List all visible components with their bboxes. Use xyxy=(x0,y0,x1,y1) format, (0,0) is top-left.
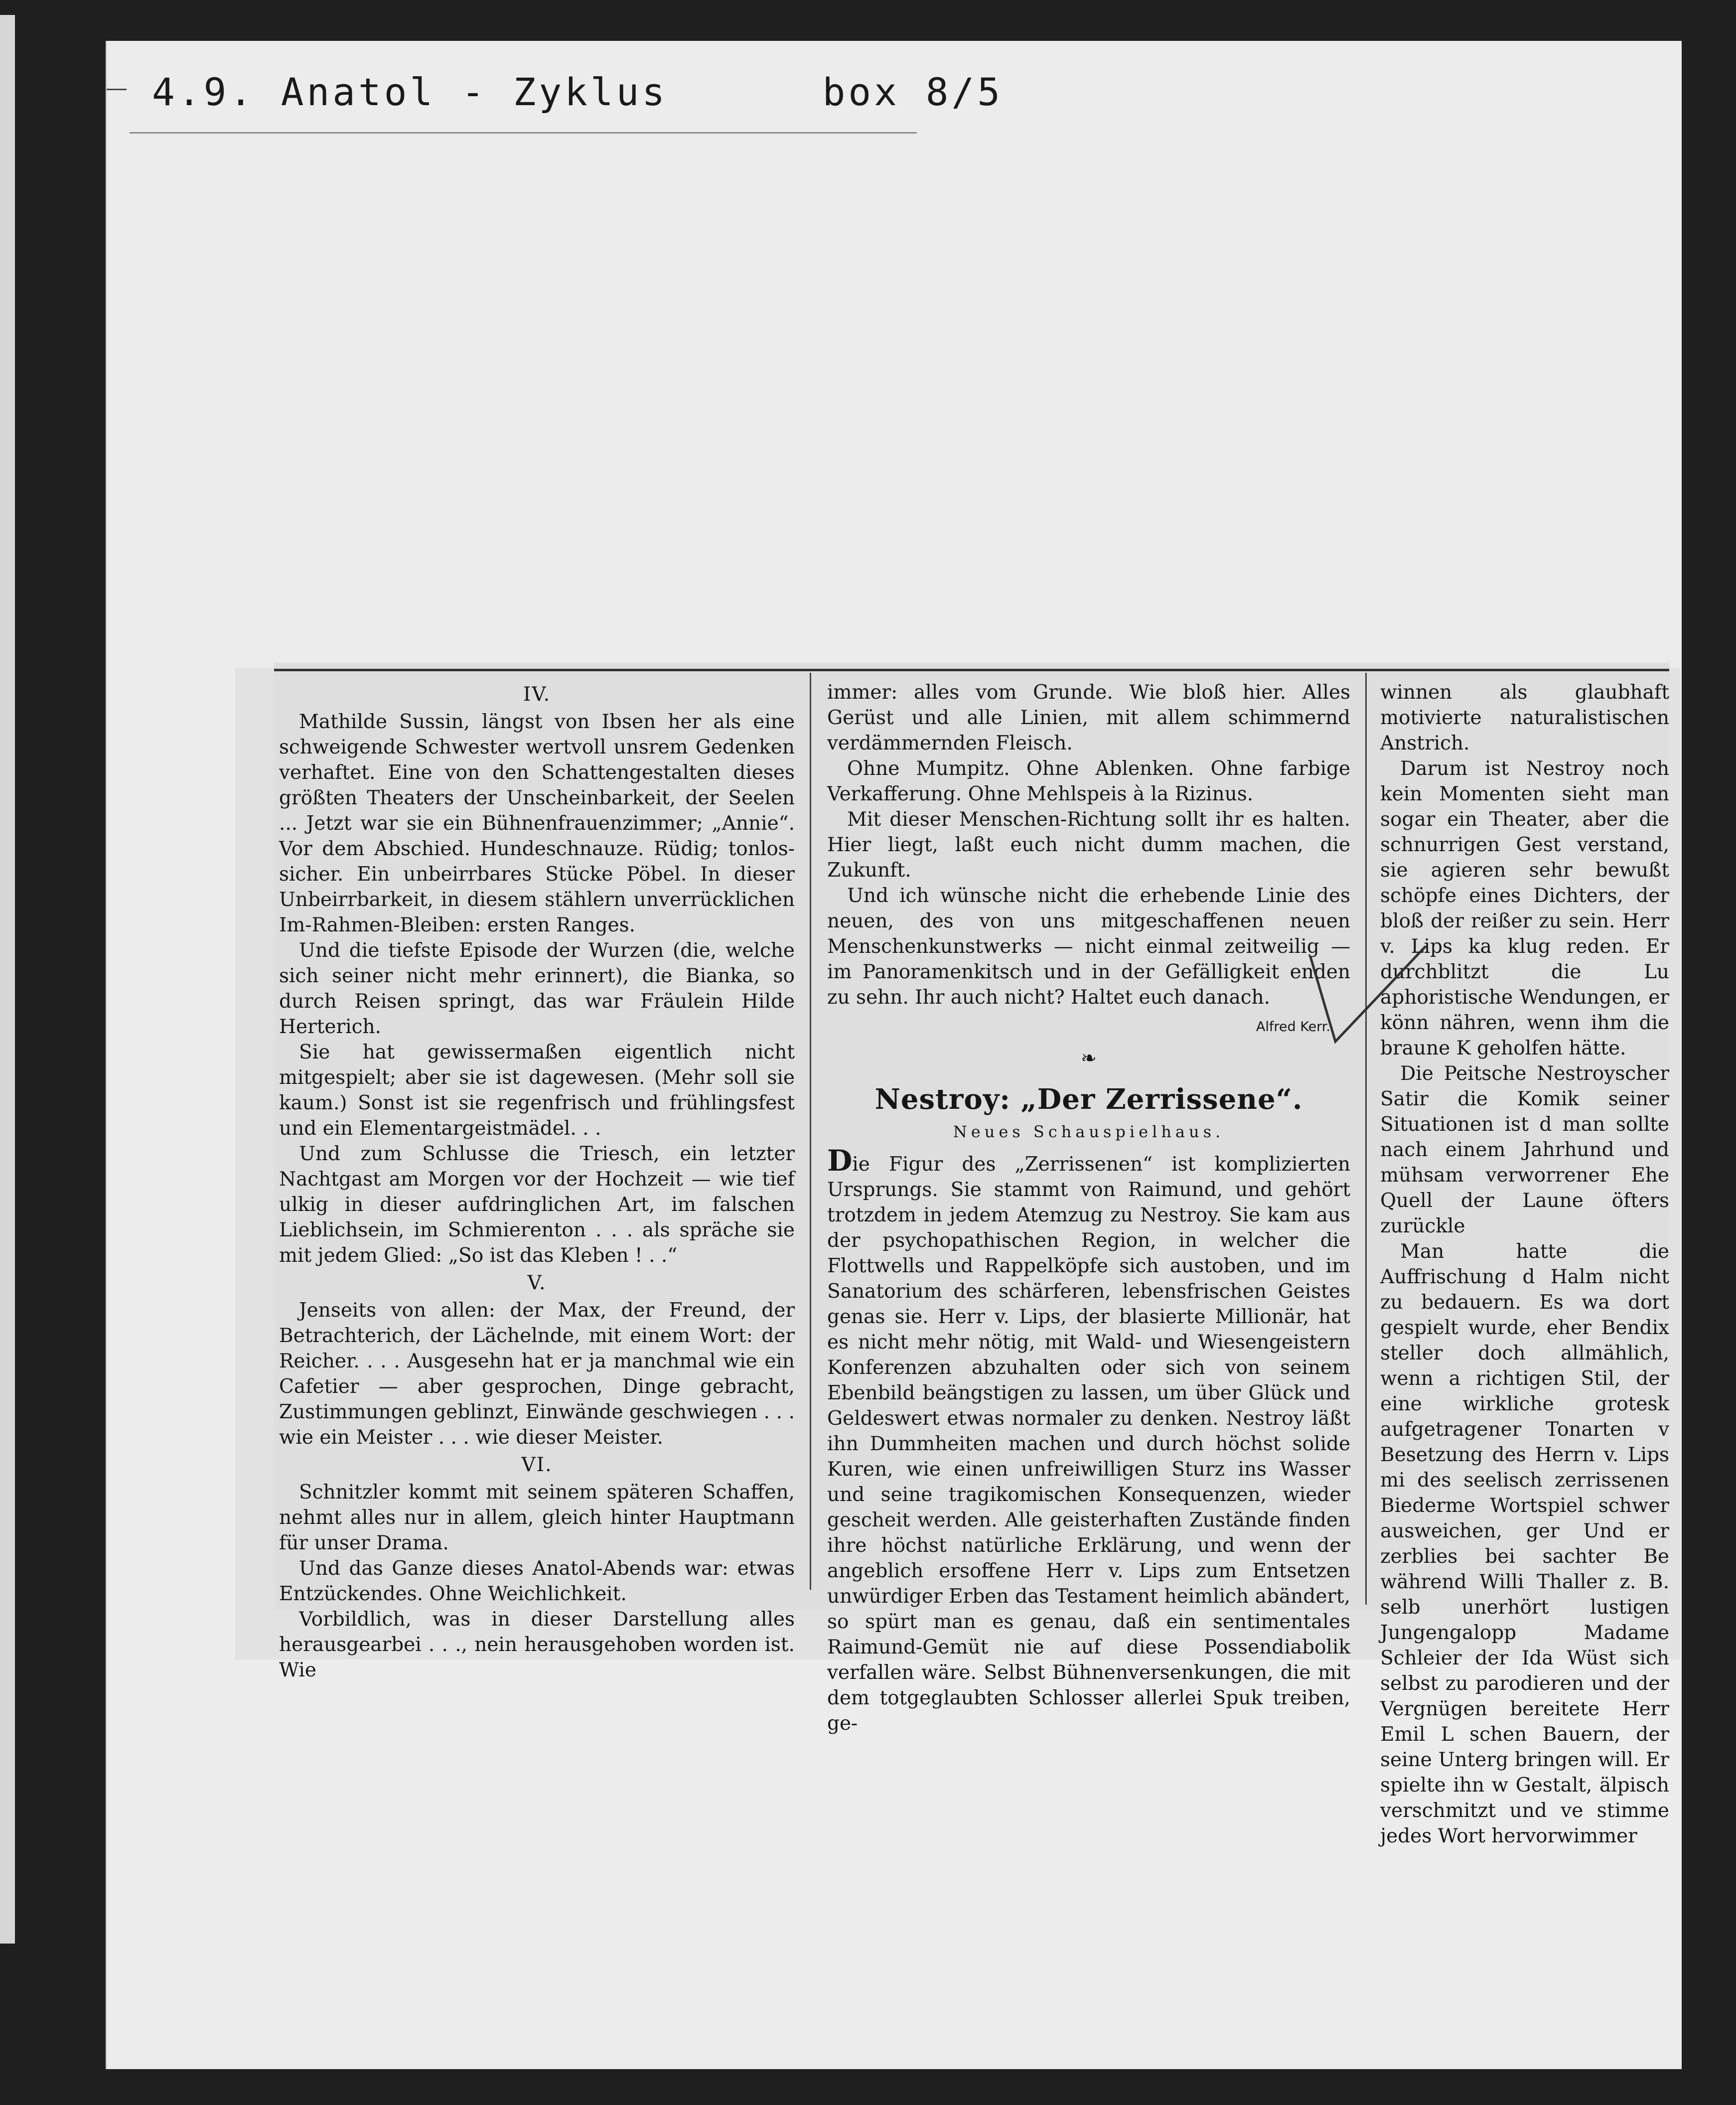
paragraph-text: ie Figur des „Zerrissenen“ ist komplizierten Ursprungs. Sie stammt von Raimund, und gehört trotzdem in jedem Atemzug zu Nestroy. Sie kam aus der psychopathischen Region, in welcher die Flottwells und Rappelköpfe sich austoben, und im Sanatorium des schärferen, lebensfrischen Geistes genas sie. Herr v. Lips, der blasierte Millionär, hat es nicht mehr nötig, mit Wald- und Wiesengeistern Konferenzen abzuhalten oder sich von seinem Ebenbild beängstigen zu lassen, um über Glück und Geldeswert etwas normaler zu denken. Nestroy läßt ihn Dummheiten machen und durch höchst solide Kuren, wie einen unfreiwilligen Sturz ins Wasser und seine tragikomischen Konsequenzen, wieder gescheit werden. Alle geisterhaften Zustände finden ihre höchst natürliche Erklärung, und wenn der angeblich ersoffene Herr v. Lips zum Entsetzen unwürdiger Erben das Testament heimlich abändert, so spürt man es genau, daß ein sentimentales Raimund-Gemüt nie auf diese Possendiabolik verfallen wäre. Selbst Bühnenversenkungen, die mit dem totgeglaubten Schlosser allerlei Spuk treiben, ge- xyxy=(827,1153,1350,1735)
paragraph: Jenseits von allen: der Max, der Freund, der Betrachterich, der Lächelnde, mit einem Wort: der Reicher. . . . Ausgesehn hat er ja manchmal wie ein Cafetier — aber gesprochen, Dinge gebracht, Zustimmungen geblinzt, Einwände geschwiegen . . . wie ein Meister . . . wie dieser Meister. xyxy=(279,1299,795,1449)
folder-label: 4.9. Anatol - Zyklus xyxy=(152,70,668,114)
column-2 xyxy=(827,680,1350,1736)
section-number: IV. xyxy=(523,683,551,706)
header-tick-mark xyxy=(107,89,127,90)
author-signature: Alfred Kerr. xyxy=(1256,1019,1330,1035)
header-rule xyxy=(130,132,917,134)
paragraph: Ohne Mumpitz. Ohne Ablenken. Ohne farbige Verkafferung. Ohne Mehlspeis à la Rizinus. xyxy=(827,757,1350,805)
paragraph: immer: alles vom Grunde. Wie bloß hier. Alles Gerüst und alle Linien, mit allem schimmernd verdämmernden Fleisch. xyxy=(827,681,1350,754)
newspaper-clipping xyxy=(274,663,1669,1847)
paragraph: Vorbildlich, was in dieser Darstellung alles herausgearbei . . ., nein herausgehoben worden ist. Wie xyxy=(279,1608,795,1681)
paragraph: Und zum Schlusse die Triesch, ein letzter Nachtgast am Morgen vor der Hochzeit — wie tief ulkig in dieser aufdringlichen Art, im falschen Lieblichsein, im Schmierenton . . . als spräche sie mit jedem Glied: „So ist das Kleben ! . .“ xyxy=(279,1143,795,1267)
paragraph: winnen als glaubhaft motivierte naturalistischen Anstrich. xyxy=(1380,681,1669,754)
archive-header xyxy=(152,70,1003,114)
pencil-mark xyxy=(1301,942,1430,1052)
column-rule xyxy=(810,673,811,1590)
paragraph: Mathilde Sussin, längst von Ibsen her als eine schweigende Schwester wertvoll unsrem Gedenken verhaftet. Eine von den Schattengestalten dieses größten Theaters der Unscheinbarkeit, der Seelen ... Jetzt war sie ein Bühnenfrauenzimmer; „Annie“. Vor dem Abschied. Hundeschnauze. Rüdig; tonlos-sicher. Ein unbeirrbares Stücke Pöbel. In dieser Unbeirrbarkeit, in diesem stählern unverrücklichen Im-Rahmen-Bleiben: ersten Ranges. xyxy=(279,711,795,936)
article-subhead: Neues Schauspielhaus. xyxy=(953,1122,1225,1141)
drop-cap: D xyxy=(827,1144,853,1178)
paragraph: Sie hat gewissermaßen eigentlich nicht mitgespielt; aber sie ist dagewesen. (Mehr soll sie kaum.) Sonst ist sie regenfrisch und frühlingsfest und ein Elementargeistmädel. . . xyxy=(279,1041,795,1140)
paragraph: Die Peitsche Nestroyscher Satir die Komik seiner Situationen ist d man sollte nach einem Jahrhund und mühsam verworrener Ehe Quell der Laune öfters zurückle xyxy=(1380,1062,1669,1237)
paragraph: Man hatte die Auffrischung d Halm nicht zu bedauern. Es wa dort gespielt wurde, eher Bendix steller doch allmählich, wenn a richtigen Stil, der eine wirkliche grotesk aufgetragener Tonarten v Besetzung des Herrn v. Lips mi des seelisch zerrissenen Biederme Wortspiel schwer ausweichen, ger Und er zerblies bei sachter Be während Willi Thaller z. B. selb unerhört lustigen Jungengalopp Madame Schleier der Ida Wüst sich selbst zu parodieren und der Vergnügen bereitete Herr Emil L schen Bauern, der seine Unterg bringen will. Er spielte ihn w Gestalt, älpisch verschmitzt und ve stimme jedes Wort hervorwimmer xyxy=(1380,1240,1669,1847)
paragraph: Und die tiefste Episode der Wurzen (die, welche sich seiner nicht mehr erinnert), die Bianka, so durch Reisen springt, das war Fräulein Hilde Herterich. xyxy=(279,939,795,1038)
article-headline: Nestroy: „Der Zerrissene“. xyxy=(874,1083,1303,1116)
paragraph: Und das Ganze dieses Anatol-Abends war: etwas Entzückendes. Ohne Weichlichkeit. xyxy=(279,1557,795,1605)
column-rule xyxy=(1365,673,1367,1605)
paragraph: Darum ist Nestroy noch kein Momenten sieht man sogar ein Theater, aber die schnurrigen Gest verstand, sie agieren sehr bewußt schöpfe eines Dichters, der bloß der reißer zu sein. Herr v. Lips ka klug reden. Er durchblitzt die Lu aphoristische Wendungen, er könn nähren, wenn ihm die braune K geholfen hätte. xyxy=(1380,757,1669,1059)
ornament-icon: ❧ xyxy=(1081,1047,1097,1069)
paragraph xyxy=(827,1144,1350,1736)
clipping-top-rule xyxy=(274,669,1669,671)
section-number: V. xyxy=(527,1272,547,1294)
column-1 xyxy=(279,680,795,1683)
adjacent-sheet-edge xyxy=(0,15,15,1944)
paragraph: Schnitzler kommt mit seinem späteren Schaffen, nehmt alles nur in allem, gleich hinter Hauptmann für unser Drama. xyxy=(279,1481,795,1554)
box-label: box 8/5 xyxy=(822,70,1003,114)
paragraph: Und ich wünsche nicht die erhebende Linie des neuen, des von uns mitgeschaffenen neuen Menschenkunstwerks — nicht einmal zeitweilig — im Panoramenkitsch und in der Gefälligkeit enden zu sehn. Ihr auch nicht? Haltet euch danach. xyxy=(827,885,1350,1009)
section-number: VI. xyxy=(521,1454,553,1476)
column-3 xyxy=(1380,680,1669,1847)
paragraph: Mit dieser Menschen-Richtung sollt ihr es halten. Hier liegt, laßt euch nicht dumm machen, die Zukunft. xyxy=(827,808,1350,882)
